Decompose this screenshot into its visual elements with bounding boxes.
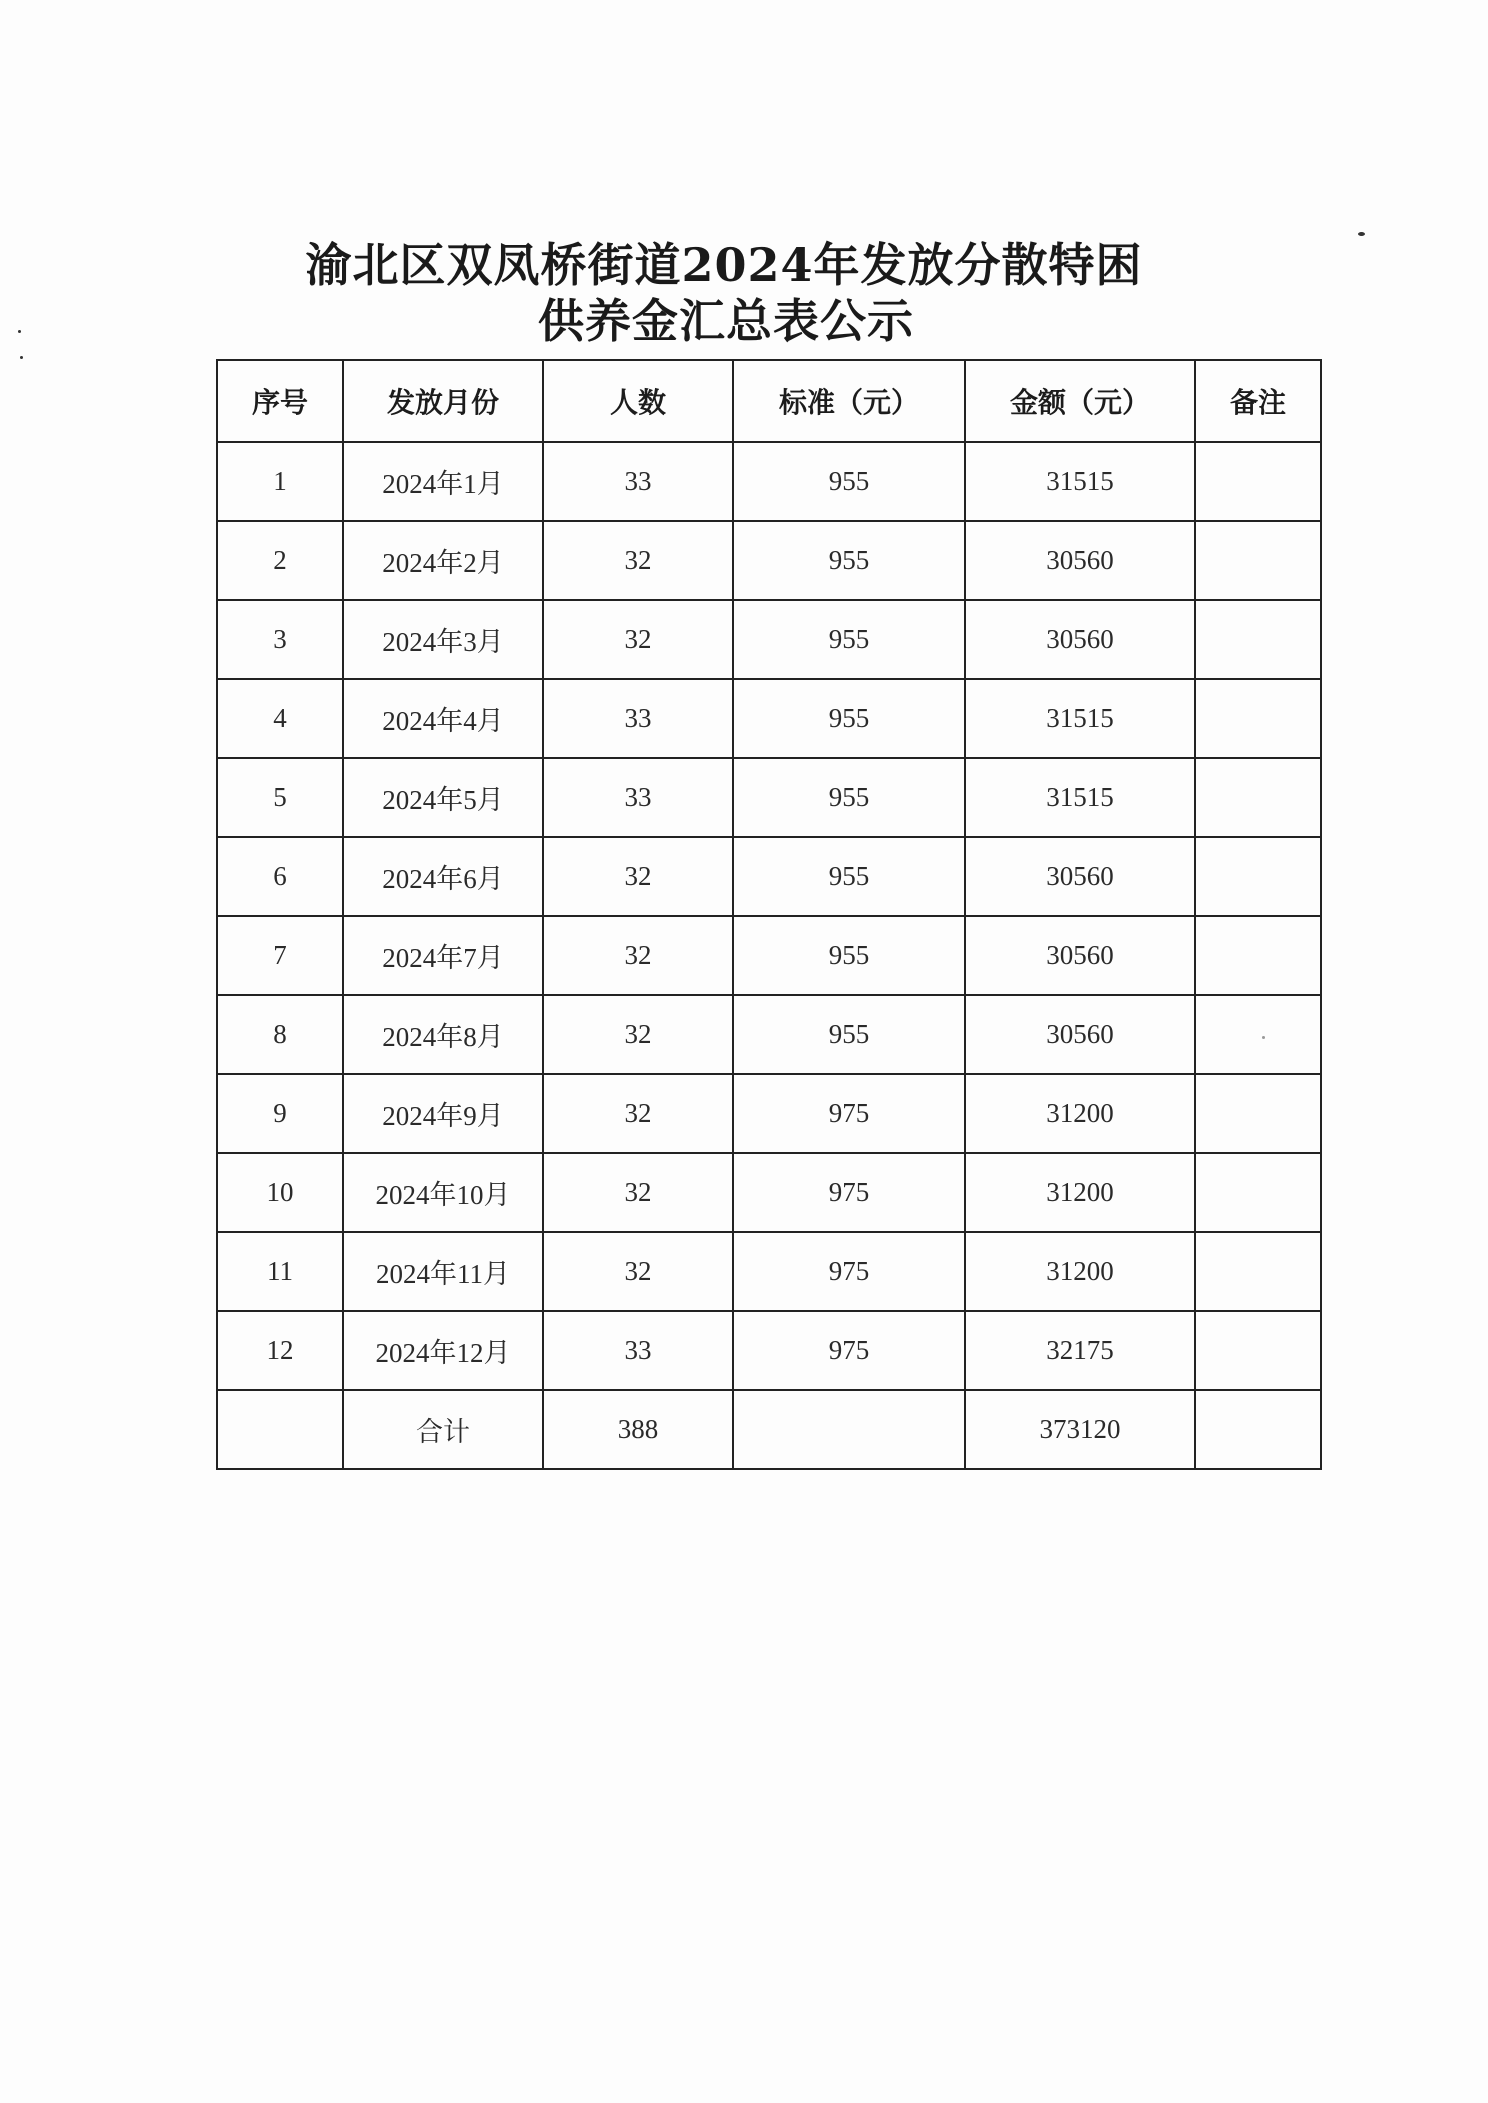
- cell-issue-month: 2024年3月: [343, 600, 543, 679]
- table-row: [217, 600, 1321, 679]
- table-row: [217, 758, 1321, 837]
- cell-standard-amount: 955: [733, 600, 965, 679]
- cell-total-amount: 30560: [965, 837, 1195, 916]
- cell-remark: [1195, 442, 1321, 521]
- cell-standard-amount: 955: [733, 995, 965, 1074]
- cell-remark: [1195, 1311, 1321, 1390]
- cell-standard-amount: 955: [733, 837, 965, 916]
- cell-issue-month: 2024年5月: [343, 758, 543, 837]
- cell-remark: [1195, 1153, 1321, 1232]
- header-issue-month: 发放月份: [343, 360, 543, 442]
- cell-standard-amount: 955: [733, 442, 965, 521]
- cell-total-amount: 30560: [965, 521, 1195, 600]
- cell-serial-number: 1: [217, 442, 343, 521]
- cell-issue-month: 2024年6月: [343, 837, 543, 916]
- table-row: [217, 1153, 1321, 1232]
- cell-standard-amount: 955: [733, 679, 965, 758]
- cell-total-amount: 31515: [965, 758, 1195, 837]
- cell-serial-number: 8: [217, 995, 343, 1074]
- cell-standard-amount: 975: [733, 1232, 965, 1311]
- table-row: [217, 442, 1321, 521]
- cell-issue-month: 2024年8月: [343, 995, 543, 1074]
- cell-standard-amount: 975: [733, 1311, 965, 1390]
- cell-issue-month: 2024年1月: [343, 442, 543, 521]
- cell-issue-month: 2024年7月: [343, 916, 543, 995]
- cell-total-amount: 32175: [965, 1311, 1195, 1390]
- cell-total-amount: 31200: [965, 1232, 1195, 1311]
- scan-speck: [20, 356, 23, 359]
- table-row: [217, 837, 1321, 916]
- cell-issue-month: 2024年9月: [343, 1074, 543, 1153]
- cell-remark: [1195, 521, 1321, 600]
- cell-total-amount: 31200: [965, 1153, 1195, 1232]
- cell-serial-number: 2: [217, 521, 343, 600]
- header-remark: 备注: [1195, 360, 1321, 442]
- scan-speck: [1262, 1036, 1265, 1039]
- table-row: [217, 995, 1321, 1074]
- cell-remark: [1195, 758, 1321, 837]
- cell-serial-number: 12: [217, 1311, 343, 1390]
- cell-people-count: 32: [543, 1232, 733, 1311]
- header-serial-number: 序号: [217, 360, 343, 442]
- document-title-line2: 供养金汇总表公示: [538, 294, 914, 348]
- table-row: [217, 521, 1321, 600]
- table-row: [217, 1074, 1321, 1153]
- cell-total-amount: 31515: [965, 679, 1195, 758]
- cell-remark: [1195, 995, 1321, 1074]
- cell-serial-number: 10: [217, 1153, 343, 1232]
- total-label: 合计: [343, 1390, 543, 1469]
- total-remark: [1195, 1390, 1321, 1469]
- cell-total-amount: 31200: [965, 1074, 1195, 1153]
- cell-standard-amount: 975: [733, 1074, 965, 1153]
- cell-people-count: 32: [543, 600, 733, 679]
- cell-people-count: 33: [543, 1311, 733, 1390]
- cell-total-amount: 31515: [965, 442, 1195, 521]
- cell-people-count: 33: [543, 442, 733, 521]
- cell-total-amount: 30560: [965, 916, 1195, 995]
- cell-people-count: 32: [543, 1153, 733, 1232]
- cell-standard-amount: 955: [733, 521, 965, 600]
- table-row: [217, 679, 1321, 758]
- cell-people-count: 32: [543, 521, 733, 600]
- cell-people-count: 33: [543, 758, 733, 837]
- cell-issue-month: 2024年4月: [343, 679, 543, 758]
- cell-issue-month: 2024年12月: [343, 1311, 543, 1390]
- table-total-row: [217, 1390, 1321, 1469]
- cell-people-count: 32: [543, 837, 733, 916]
- table-body: [217, 442, 1321, 1469]
- cell-remark: [1195, 1074, 1321, 1153]
- cell-total-amount: 30560: [965, 995, 1195, 1074]
- table-row: [217, 1232, 1321, 1311]
- cell-serial-number: 4: [217, 679, 343, 758]
- cell-people-count: 33: [543, 679, 733, 758]
- table-row: [217, 1311, 1321, 1390]
- total-people-count: 388: [543, 1390, 733, 1469]
- cell-serial-number: 5: [217, 758, 343, 837]
- cell-standard-amount: 955: [733, 916, 965, 995]
- cell-remark: [1195, 679, 1321, 758]
- cell-serial-number: 7: [217, 916, 343, 995]
- cell-serial-number: 3: [217, 600, 343, 679]
- total-standard-amount: [733, 1390, 965, 1469]
- table-header-row: [217, 360, 1321, 442]
- cell-standard-amount: 975: [733, 1153, 965, 1232]
- cell-people-count: 32: [543, 995, 733, 1074]
- header-total-amount: 金额（元）: [965, 360, 1195, 442]
- cell-remark: [1195, 1232, 1321, 1311]
- cell-people-count: 32: [543, 916, 733, 995]
- total-serial-number: [217, 1390, 343, 1469]
- document-title-line1: 渝北区双凤桥街道2024年发放分散特困: [305, 238, 1143, 292]
- cell-remark: [1195, 837, 1321, 916]
- cell-total-amount: 30560: [965, 600, 1195, 679]
- summary-table: [216, 359, 1322, 1470]
- cell-issue-month: 2024年2月: [343, 521, 543, 600]
- cell-people-count: 32: [543, 1074, 733, 1153]
- cell-remark: [1195, 600, 1321, 679]
- header-standard-amount: 标准（元）: [733, 360, 965, 442]
- table-row: [217, 916, 1321, 995]
- cell-serial-number: 11: [217, 1232, 343, 1311]
- scan-speck: [1358, 232, 1365, 236]
- cell-serial-number: 6: [217, 837, 343, 916]
- cell-issue-month: 2024年10月: [343, 1153, 543, 1232]
- scan-speck: [18, 330, 21, 333]
- cell-issue-month: 2024年11月: [343, 1232, 543, 1311]
- cell-standard-amount: 955: [733, 758, 965, 837]
- total-amount: 373120: [965, 1390, 1195, 1469]
- header-people-count: 人数: [543, 360, 733, 442]
- cell-remark: [1195, 916, 1321, 995]
- cell-serial-number: 9: [217, 1074, 343, 1153]
